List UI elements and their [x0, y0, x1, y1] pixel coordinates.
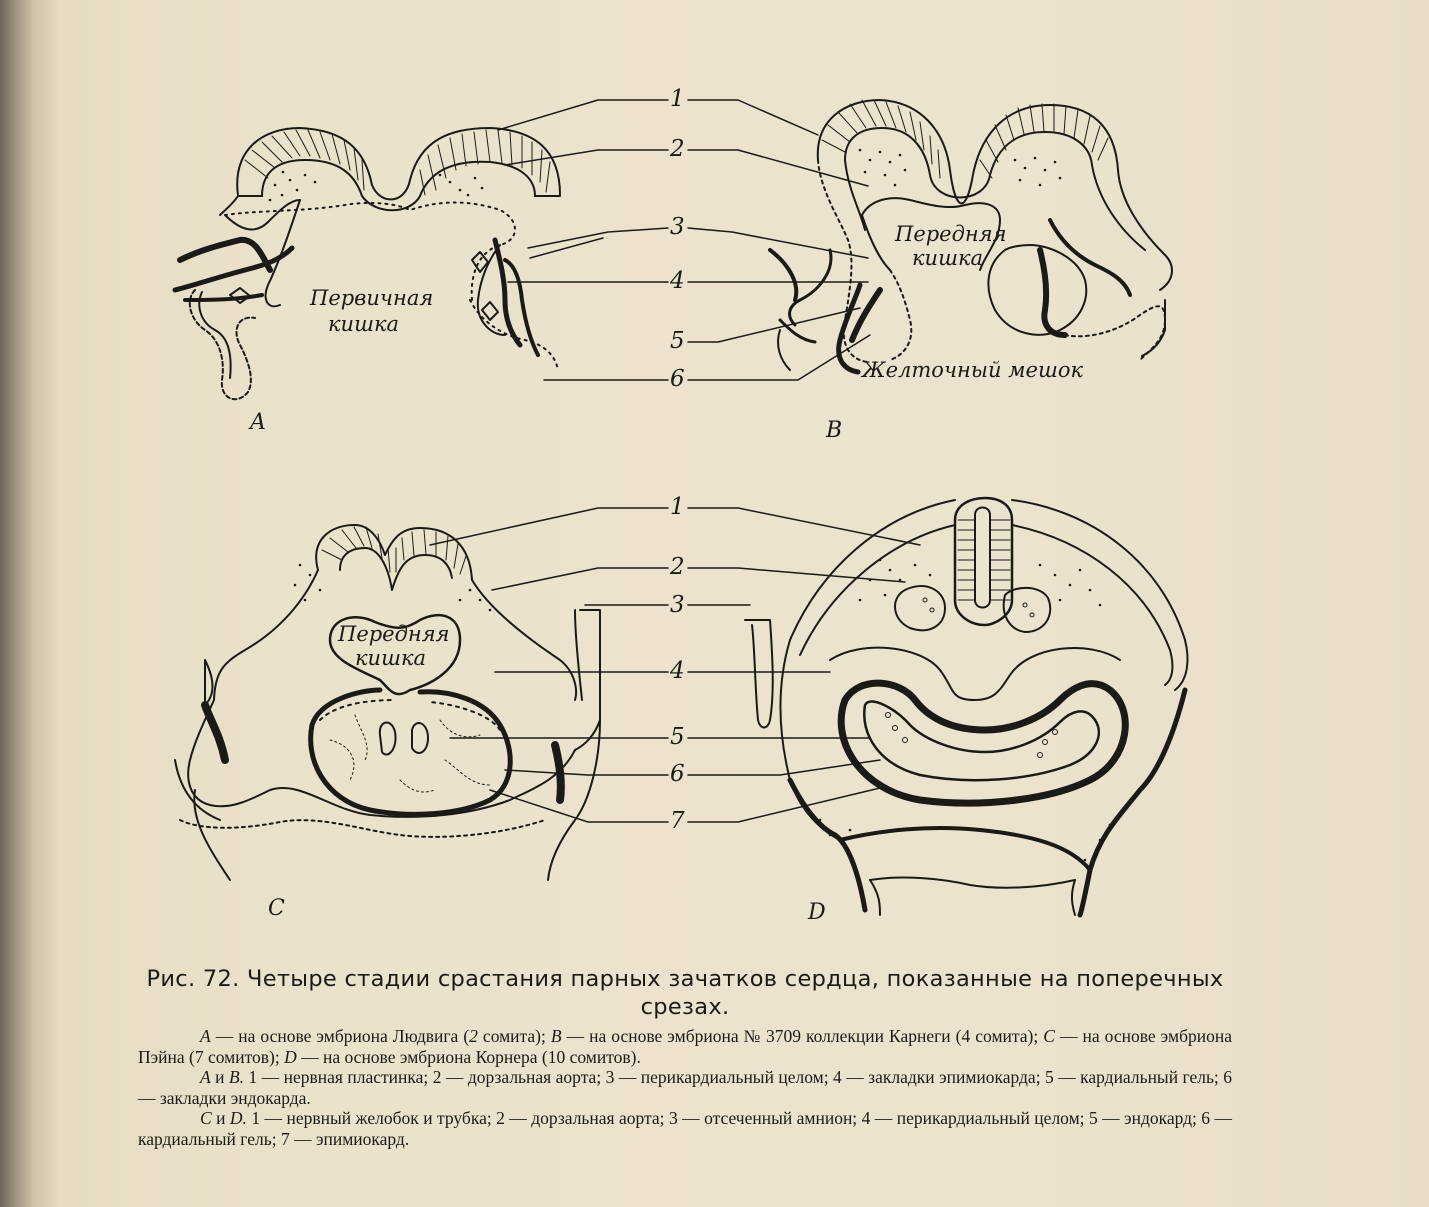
legend-b-text: — на основе эмбриона № 3709 коллекции Карнеги (4 сомита); [561, 1026, 1044, 1046]
label-primary-gut-line2: кишка [328, 312, 400, 336]
legend-a-count: 2 [469, 1026, 478, 1046]
label-number-5-top: 5 [670, 328, 685, 354]
legend-d-letter: D [284, 1046, 297, 1067]
label-number-2-bottom: 2 [670, 554, 685, 580]
legend-ab-head-a: A [200, 1067, 211, 1087]
legend-a-letter: A [200, 1026, 211, 1046]
legend-a-text: — на основе эмбриона Людвига ( [210, 1026, 470, 1046]
panel-label-c: C [268, 896, 285, 921]
figure-caption-title: Рис. 72. Четыре стадии срастания парных зачатков сердца, показанные на поперечных срезах. [146, 966, 1224, 1020]
label-number-3-top: 3 [670, 214, 685, 240]
label-number-4-top: 4 [670, 268, 685, 294]
legend-a-text2: сомита); [477, 1026, 551, 1046]
label-number-1-top: 1 [670, 86, 685, 112]
legend-ab-and: и [210, 1067, 229, 1087]
panel-label-a: A [250, 410, 266, 435]
label-number-2-top: 2 [670, 136, 685, 162]
label-foregut-b-line1: Передняя [895, 222, 1007, 246]
legend-b-letter: B [550, 1026, 562, 1046]
label-number-1-bottom: 1 [670, 494, 685, 520]
label-primary-gut-line1: Первичная [310, 286, 434, 310]
panel-d-drawing [745, 498, 1188, 915]
legend-cd-text: 1 — нервный желобок и трубка; 2 — дорзальная аорта; 3 — отсеченный амнион; 4 — перикардиальный целом; 5 — эндокард; 6 — кардиальный гель; 7 — эпимиокард. [138, 1108, 1232, 1149]
legend-ab-head-b: B. [228, 1067, 245, 1087]
legend-ab-text: 1 — нервная пластинка; 2 — дорзальная аорта; 3 — перикардиальный целом; 4 — закладки эпимиокарда; 5 — кардиальный гель; 6 — закладки эндокарда. [138, 1067, 1232, 1108]
label-foregut-c-line1: Передняя [338, 622, 450, 646]
label-number-6-bottom: 6 [670, 761, 685, 787]
legend-cd-head-c: C [200, 1108, 212, 1128]
label-yolk-sac: Желточный мешок [862, 358, 1084, 382]
panel-label-d: D [808, 900, 826, 925]
label-number-3-bottom: 3 [670, 592, 685, 618]
label-number-5-bottom: 5 [670, 724, 685, 750]
panel-a-drawing [175, 128, 560, 399]
legend-cd-and: и [211, 1108, 230, 1128]
legend-c-text: — на основе эмбриона Пэйна (7 сомитов); [138, 1026, 1232, 1067]
figure-legend [138, 1026, 1232, 1149]
legend-paragraph-sources [138, 1026, 1232, 1067]
label-foregut-b-line2: кишка [912, 246, 984, 270]
label-foregut-c-line2: кишка [355, 646, 427, 670]
legend-d-text: — на основе эмбриона Корнера (10 сомитов). [296, 1046, 641, 1067]
label-number-7-bottom: 7 [670, 808, 685, 834]
legend-paragraph-ab [138, 1067, 1232, 1108]
legend-c-letter: C [1043, 1026, 1055, 1046]
panel-label-b: B [826, 418, 843, 443]
panel-c-drawing [175, 525, 600, 880]
label-number-6-top: 6 [670, 366, 685, 392]
legend-paragraph-cd [138, 1108, 1232, 1149]
legend-cd-head-d: D. [229, 1108, 247, 1128]
label-number-4-bottom: 4 [670, 658, 685, 684]
